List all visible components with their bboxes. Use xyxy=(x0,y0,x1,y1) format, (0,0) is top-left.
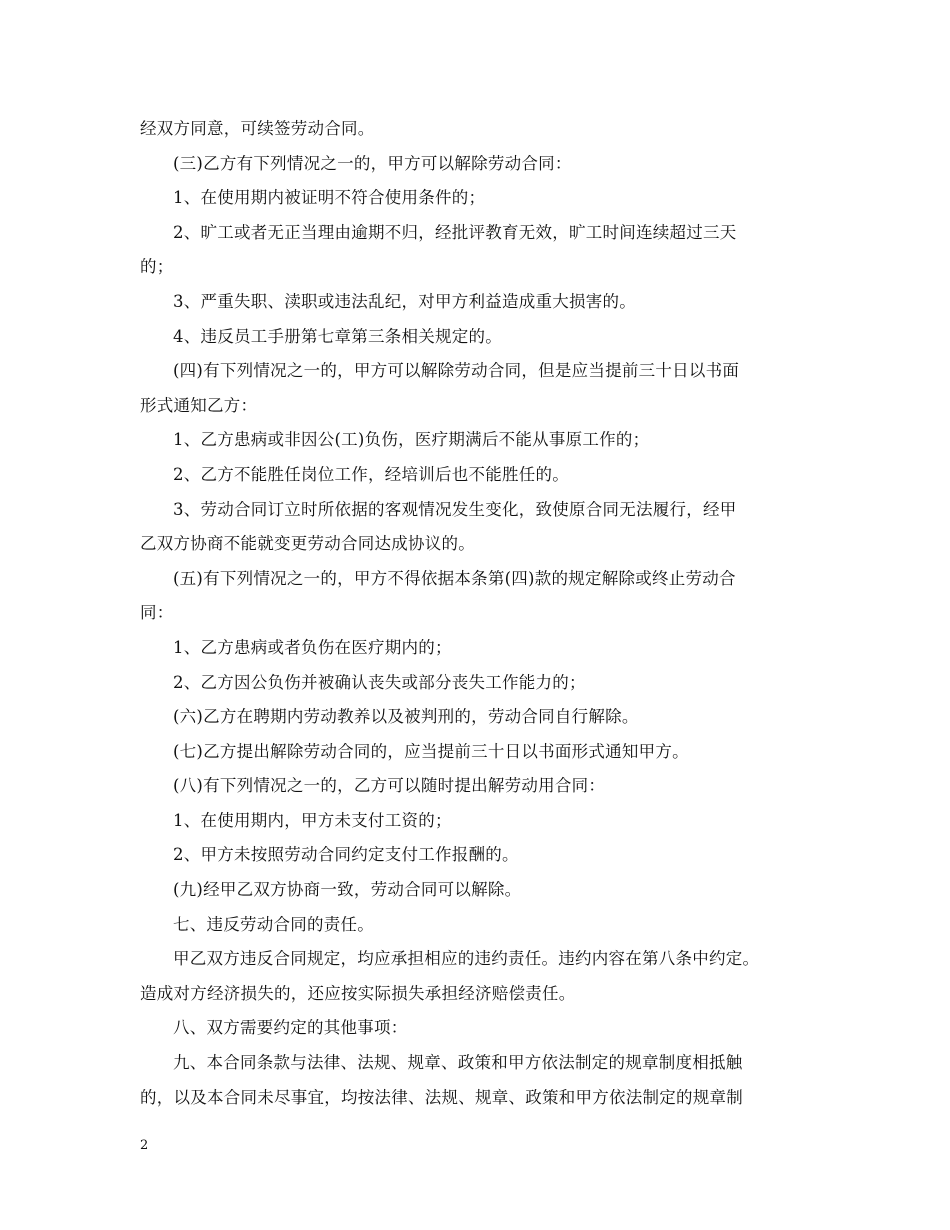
text-line: 3、严重失职、渎职或违法乱纪，对甲方利益造成重大损害的。 xyxy=(173,291,636,311)
text-line: (九)经甲乙双方协商一致，劳动合同可以解除。 xyxy=(173,880,522,900)
text-line: 2、甲方未按照劳动合同约定支付工作报酬的。 xyxy=(173,845,519,865)
text-line: 的，以及本合同未尽事宜，均按法律、法规、规章、政策和甲方依法制定的规章制 xyxy=(140,1087,743,1107)
text-line: 1、在使用期内，甲方未支付工资的； xyxy=(173,810,452,830)
text-line: 1、乙方患病或非因公(工)负伤，医疗期满后不能从事原工作的； xyxy=(173,430,650,450)
text-line: (三)乙方有下列情况之一的，甲方可以解除劳动合同： xyxy=(173,153,572,173)
text-line: (七)乙方提出解除劳动合同的，应当提前三十日以书面形式通知甲方。 xyxy=(173,741,689,761)
text-line: 九、本合同条款与法律、法规、规章、政策和甲方依法制定的规章制度相抵触 xyxy=(173,1053,743,1073)
text-line: 七、违反劳动合同的责任。 xyxy=(173,914,374,934)
text-line: 经双方同意，可续签劳动合同。 xyxy=(140,119,375,138)
text-line: (五)有下列情况之一的，甲方不得依据本条第(四)款的规定解除或终止劳动合 xyxy=(173,568,736,588)
text-line: 八、双方需要约定的其他事项： xyxy=(173,1018,408,1038)
text-line: 2、乙方因公负伤并被确认丧失或部分丧失工作能力的； xyxy=(173,672,586,692)
text-line: (八)有下列情况之一的，乙方可以随时提出解劳动用合同： xyxy=(173,776,606,796)
text-line: 同： xyxy=(140,603,174,623)
text-line: 1、在使用期内被证明不符合使用条件的； xyxy=(173,188,486,208)
text-line: 甲乙双方违反合同规定，均应承担相应的违约责任。违约内容在第八条中约定。 xyxy=(173,949,760,969)
text-line: 1、乙方患病或者负伤在医疗期内的； xyxy=(173,637,452,657)
text-line: 4、违反员工手册第七章第三条相关规定的。 xyxy=(173,326,502,346)
text-line: 乙双方协商不能就变更劳动合同达成协议的。 xyxy=(140,534,475,554)
text-line: 的； xyxy=(140,257,174,277)
text-line: 2、旷工或者无正当理由逾期不归，经批评教育无效，旷工时间连续超过三天 xyxy=(173,222,737,242)
text-line: (四)有下列情况之一的，甲方可以解除劳动合同，但是应当提前三十日以书面 xyxy=(173,361,740,381)
text-line: 形式通知乙方： xyxy=(140,395,258,415)
contract-text-body xyxy=(140,112,830,1115)
text-line: (六)乙方在聘期内劳动教养以及被判刑的，劳动合同自行解除。 xyxy=(173,707,639,727)
page-number: 2 xyxy=(140,1138,149,1153)
text-line: 2、乙方不能胜任岗位工作，经培训后也不能胜任的。 xyxy=(173,464,569,484)
text-line: 造成对方经济损失的，还应按实际损失承担经济赔偿责任。 xyxy=(140,983,576,1003)
text-line: 3、劳动合同订立时所依据的客观情况发生变化，致使原合同无法履行，经甲 xyxy=(173,499,737,519)
